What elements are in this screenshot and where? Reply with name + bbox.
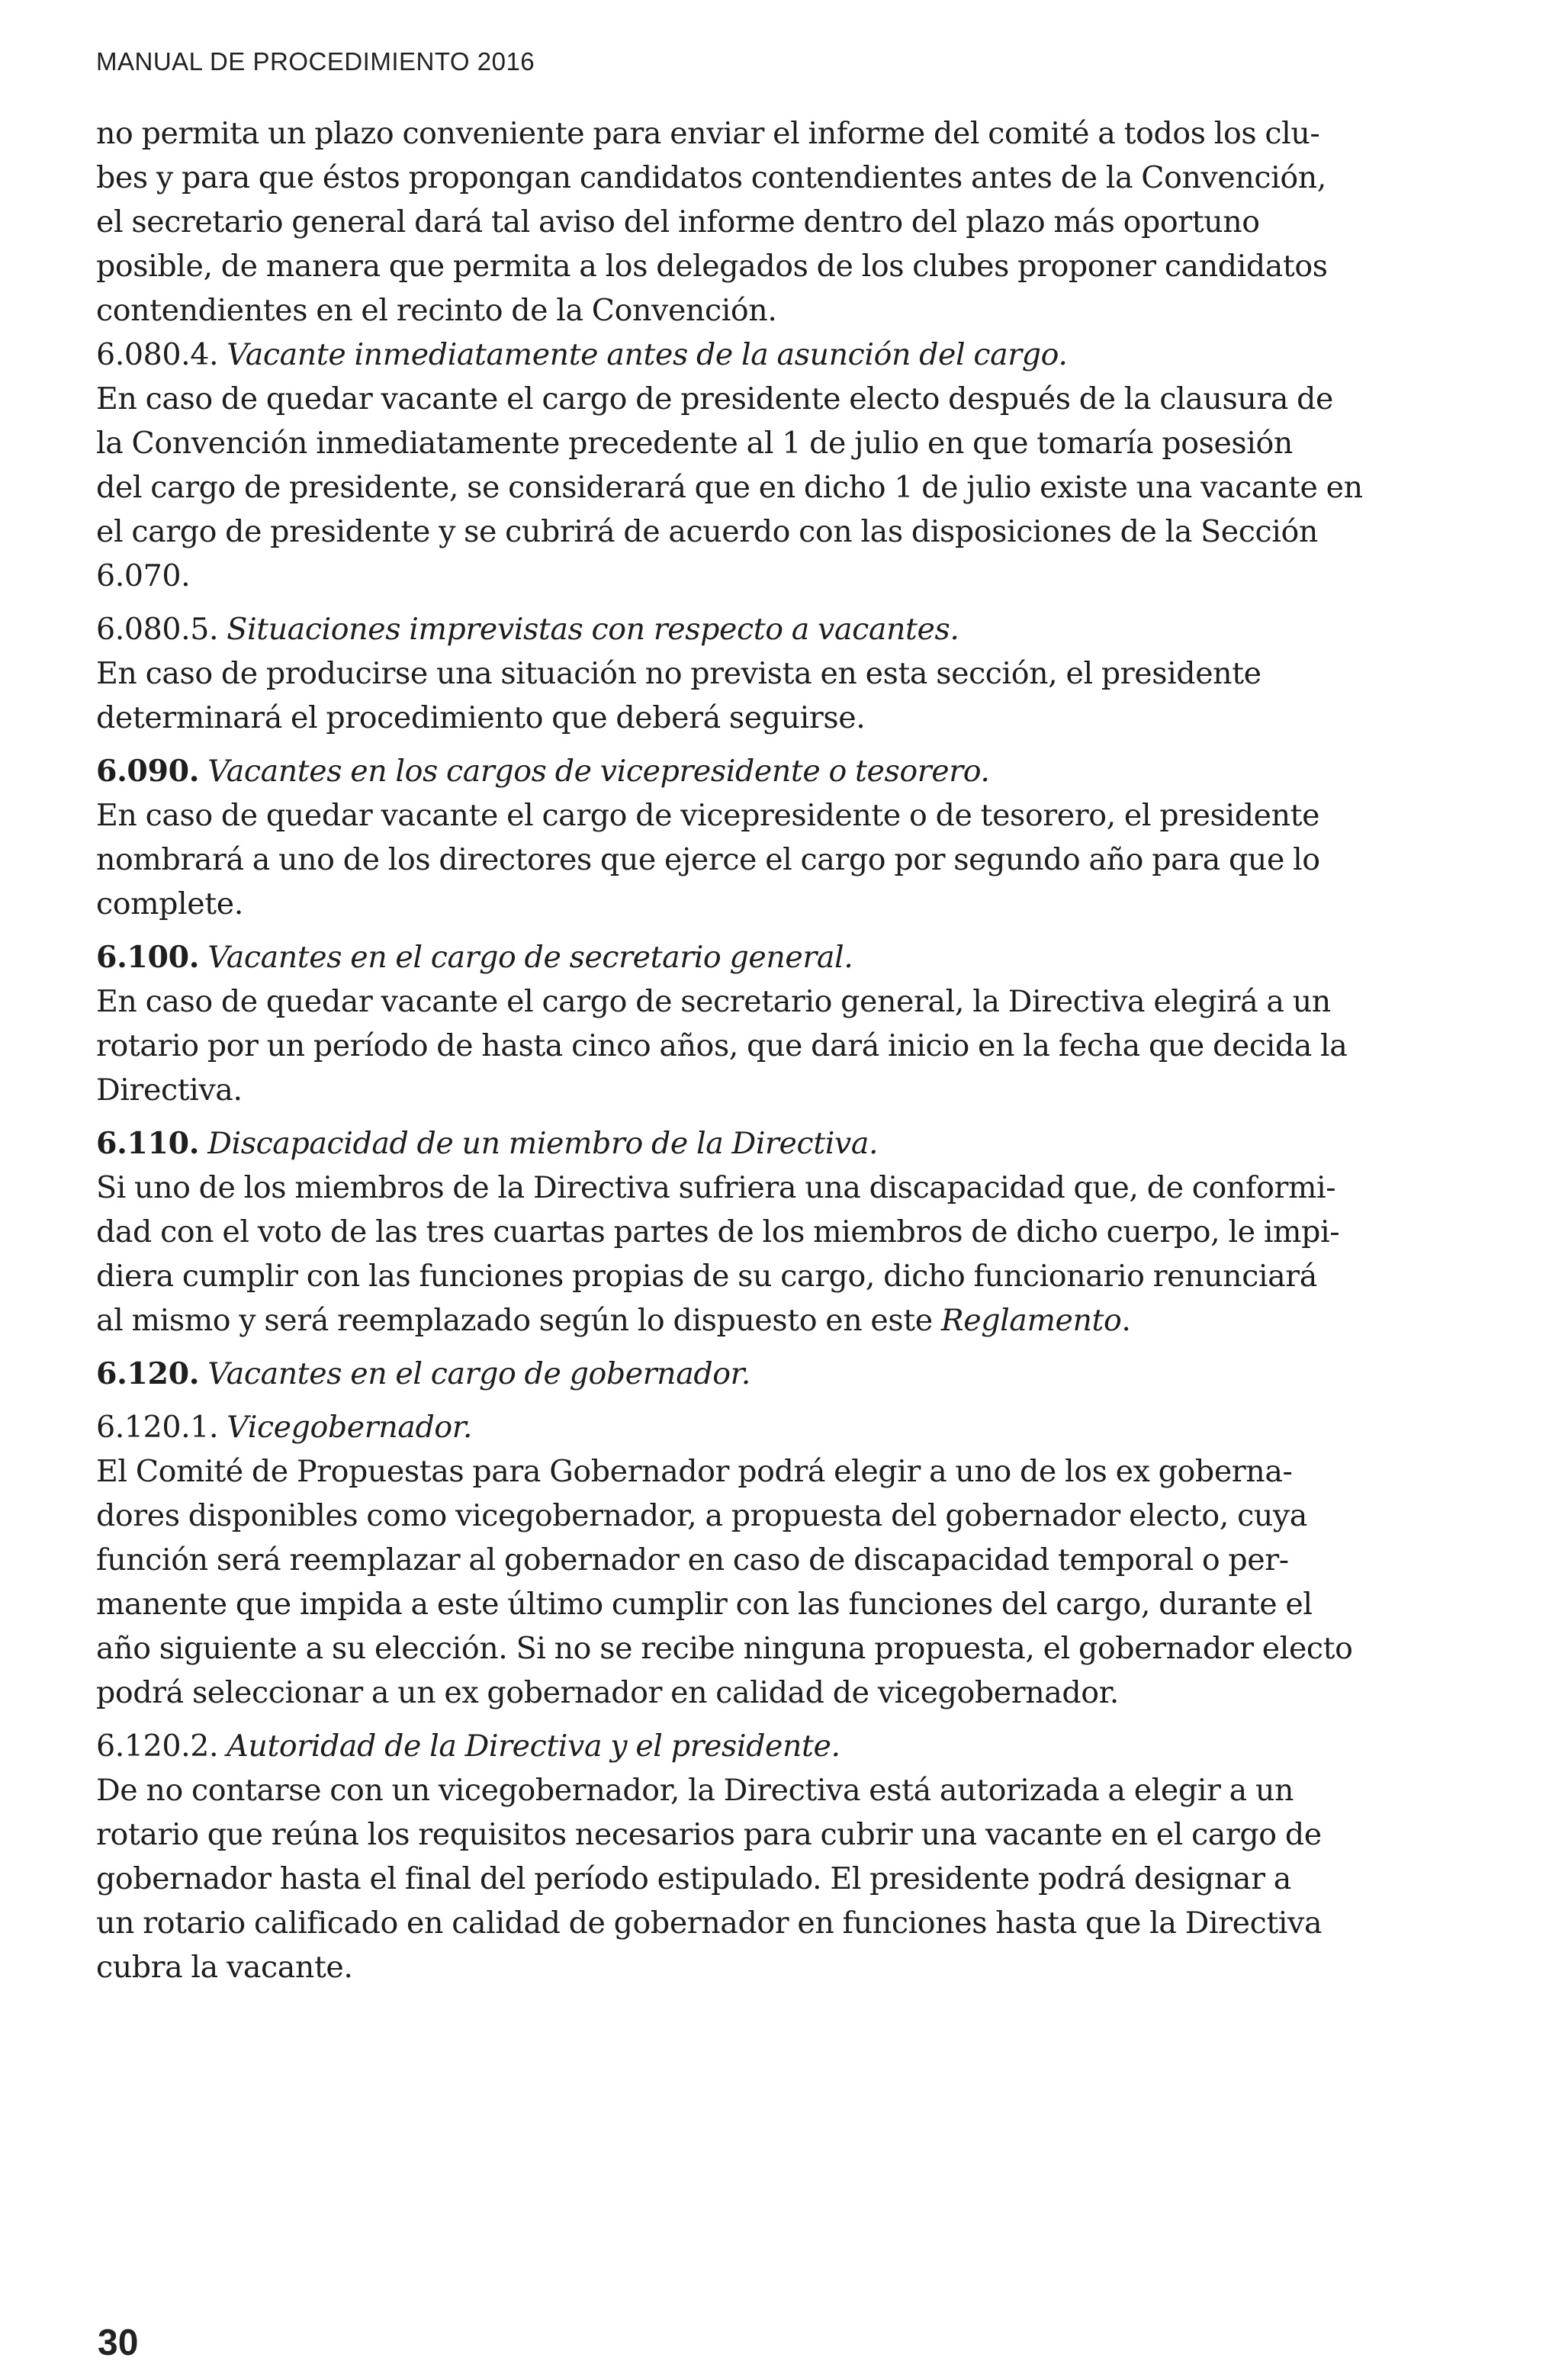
reglamento-reference: Reglamento (940, 1303, 1122, 1338)
text-line: no permita un plazo conveniente para enviar el informe del comité a todos los clu- (96, 116, 1320, 151)
section-title: Vicegobernador. (227, 1410, 473, 1445)
section-6-120 (96, 1352, 1408, 1396)
text-line: En caso de quedar vacante el cargo de presidente electo después de la clausura de (96, 381, 1334, 416)
section-6-080-5 (96, 607, 1408, 740)
section-heading (96, 607, 1408, 651)
section-number: 6.120.2. (96, 1729, 219, 1764)
section-heading (96, 1405, 1408, 1449)
text-line: En caso de quedar vacante el cargo de secretario general, la Directiva elegirá a un (96, 984, 1331, 1019)
text-line: la Convención inmediatamente precedente al 1 de julio en que tomaría posesión (96, 426, 1293, 461)
text-line: 6.070. (96, 558, 191, 593)
section-title: Vacantes en los cargos de vicepresidente o tesorero. (207, 754, 990, 789)
text-line: cubra la vacante. (96, 1950, 353, 1985)
text-line: determinará el procedimiento que deberá seguirse. (96, 700, 866, 735)
section-title: Vacante inmediatamente antes de la asunción del cargo. (227, 337, 1068, 372)
section-title: Situaciones imprevistas con respecto a vacantes. (227, 612, 959, 647)
section-6-120-2 (96, 1724, 1408, 1989)
text-line: En caso de producirse una situación no prevista en esta sección, el presidente (96, 656, 1261, 691)
text-line: año siguiente a su elección. Si no se recibe ninguna propuesta, el gobernador electo (96, 1631, 1353, 1666)
text-line: el cargo de presidente y se cubrirá de acuerdo con las disposiciones de la Sección (96, 514, 1318, 549)
text-line: función será reemplazar al gobernador en caso de discapacidad temporal o per- (96, 1542, 1289, 1578)
section-number: 6.090. (96, 754, 200, 789)
text-fragment: al mismo y será reemplazado según lo dispuesto en este (96, 1303, 941, 1338)
text-line: El Comité de Propuestas para Gobernador podrá elegir a uno de los ex goberna- (96, 1454, 1293, 1489)
text-line: manente que impida a este último cumplir con las funciones del cargo, durante el (96, 1587, 1313, 1622)
text-line: rotario que reúna los requisitos necesarios para cubrir una vacante en el cargo de (96, 1817, 1322, 1852)
section-number: 6.080.5. (96, 612, 219, 647)
text-line: En caso de quedar vacante el cargo de vicepresidente o de tesorero, el presidente (96, 798, 1320, 833)
section-heading (96, 1724, 1408, 1768)
section-6-110 (96, 1121, 1408, 1343)
section-heading (96, 333, 1408, 377)
text-line: rotario por un período de hasta cinco años, que dará inicio en la fecha que decida la (96, 1028, 1348, 1063)
section-title: Vacantes en el cargo de gobernador. (207, 1356, 750, 1391)
text-line: un rotario calificado en calidad de gobernador en funciones hasta que la Directiva (96, 1906, 1323, 1941)
section-number: 6.110. (96, 1126, 200, 1161)
text-line: complete. (96, 886, 243, 921)
text-line: posible, de manera que permita a los delegados de los clubes proponer candidatos (96, 249, 1328, 284)
section-title: Autoridad de la Directiva y el presidente. (227, 1729, 840, 1764)
section-6-090 (96, 749, 1408, 926)
text-line: nombrará a uno de los directores que ejerce el cargo por segundo año para que lo (96, 842, 1320, 877)
section-heading (96, 1352, 1408, 1396)
section-number: 6.120.1. (96, 1410, 219, 1445)
section-heading (96, 1121, 1408, 1166)
section-heading (96, 749, 1408, 793)
text-line: dores disponibles como vicegobernador, a propuesta del gobernador electo, cuya (96, 1498, 1307, 1533)
text-line: el secretario general dará tal aviso del informe dentro del plazo más oportuno (96, 204, 1260, 240)
text-line: podrá seleccionar a un ex gobernador en calidad de vicegobernador. (96, 1675, 1119, 1710)
section-title: Vacantes en el cargo de secretario general. (207, 940, 853, 975)
page-number: 30 (98, 2323, 139, 2363)
text-line: De no contarse con un vicegobernador, la Directiva está autorizada a elegir a un (96, 1773, 1294, 1808)
section-heading (96, 935, 1408, 979)
text-line: del cargo de presidente, se considerará que en dicho 1 de julio existe una vacante en (96, 470, 1363, 505)
text-line: Directiva. (96, 1073, 243, 1108)
text-line: diera cumplir con las funciones propias de su cargo, dicho funcionario renunciará (96, 1259, 1317, 1294)
text-line: bes y para que éstos propongan candidatos contendientes antes de la Convención, (96, 160, 1326, 195)
text-line: contendientes en el recinto de la Convención. (96, 293, 777, 328)
section-6-100 (96, 935, 1408, 1112)
text-line: dad con el voto de las tres cuartas partes de los miembros de dicho cuerpo, le impi- (96, 1214, 1340, 1250)
document-body (96, 111, 1408, 1999)
text-line: Si uno de los miembros de la Directiva sufriera una discapacidad que, de conformi- (96, 1170, 1336, 1205)
section-title: Discapacidad de un miembro de la Directiva. (207, 1126, 879, 1161)
intro-paragraph (96, 111, 1408, 333)
section-number: 6.120. (96, 1356, 200, 1391)
section-number: 6.100. (96, 940, 200, 975)
running-header: MANUAL DE PROCEDIMIENTO 2016 (96, 47, 535, 76)
text-line (96, 1298, 1408, 1343)
section-number: 6.080.4. (96, 337, 219, 372)
section-6-120-1 (96, 1405, 1408, 1715)
text-fragment: . (1121, 1303, 1131, 1338)
section-6-080-4 (96, 333, 1408, 598)
text-line: gobernador hasta el final del período estipulado. El presidente podrá designar a (96, 1861, 1291, 1896)
